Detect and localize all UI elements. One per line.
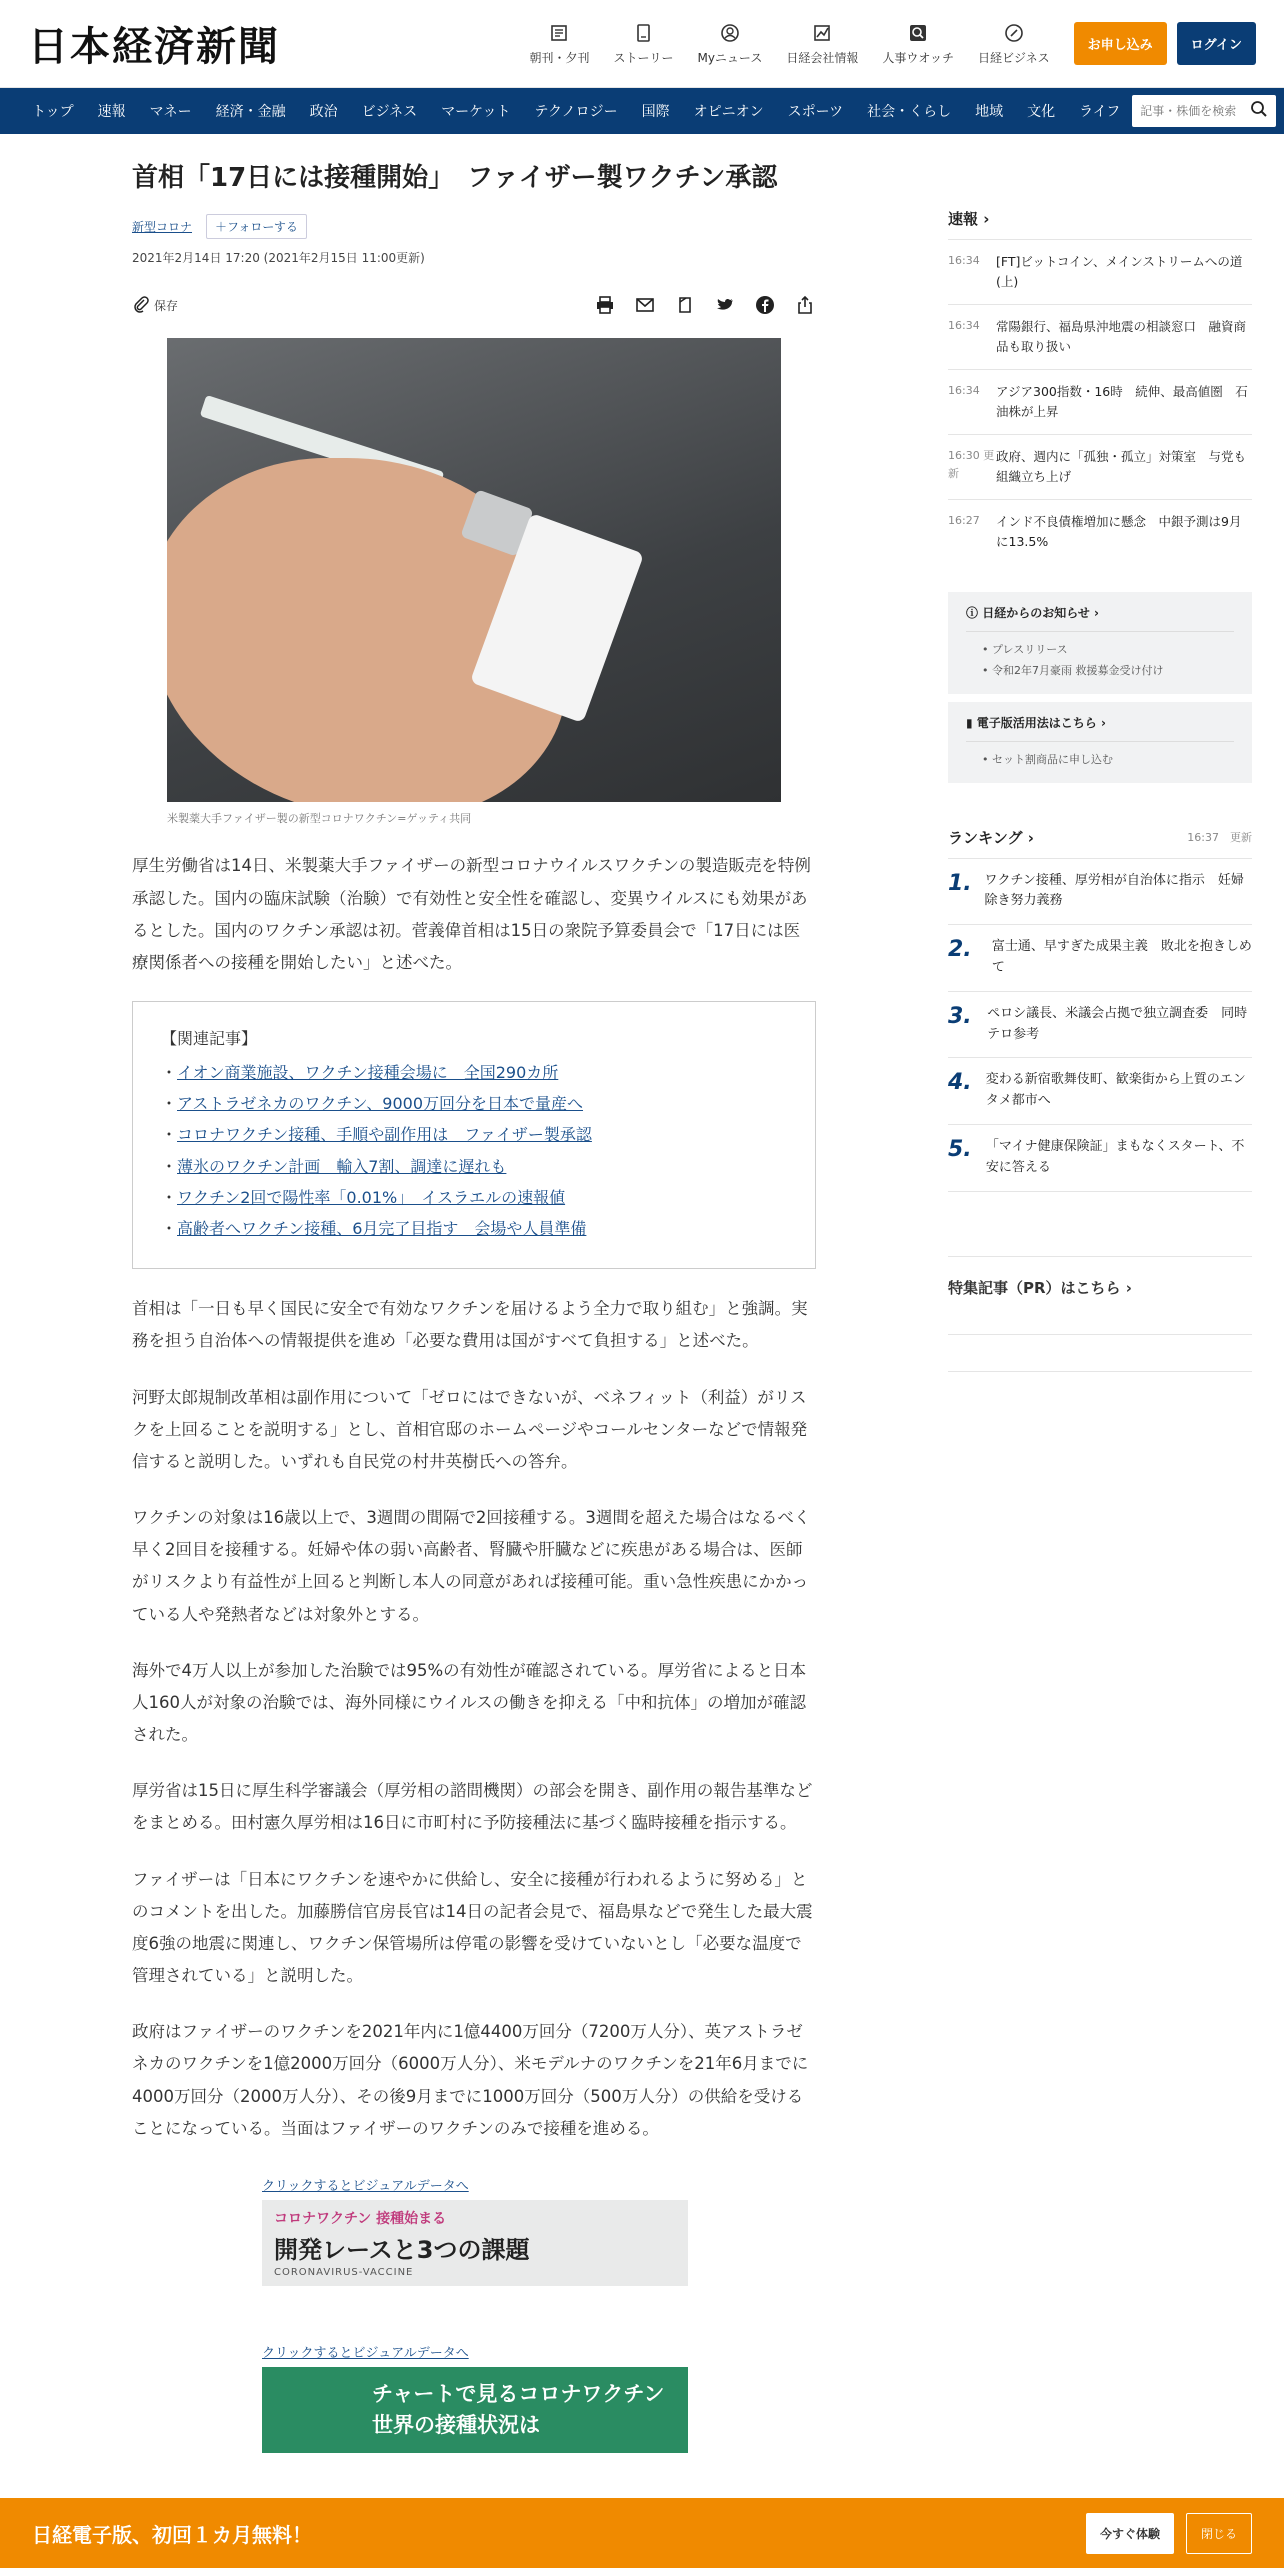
- ranking-item[interactable]: [948, 925, 1252, 992]
- rank-title: 富士通、早すぎた成果主義 敗北を抱きしめて: [991, 939, 1252, 976]
- article-photo: [167, 338, 781, 802]
- pr-title: 特集記事（PR）はこちら: [948, 1278, 1121, 1297]
- notice-item[interactable]: • プレスリリース: [966, 640, 1234, 661]
- document-icon: [631, 21, 655, 45]
- breaking-item[interactable]: [948, 370, 1252, 435]
- breaking-item[interactable]: [948, 500, 1252, 564]
- plus-icon: ＋: [215, 220, 228, 235]
- banner-title: 開発レースと3つの課題: [274, 2235, 530, 2264]
- notice-title: 日経からのお知らせ: [982, 606, 1090, 620]
- nav-item-economy[interactable]: 経済・金融: [215, 104, 286, 120]
- news-time: 16:34: [948, 319, 980, 332]
- rank-title: ワクチン接種、厚労相が自治体に指示 妊婦除き努力義務: [984, 872, 1244, 909]
- ranking-heading[interactable]: ランキング ›: [948, 828, 1034, 847]
- subscription-message: 日経電子版、初回１カ月無料！: [32, 2522, 312, 2547]
- guide-box: [948, 702, 1252, 783]
- sidebar: [948, 208, 1252, 1372]
- header-link-label: 日経ビジネス: [977, 51, 1050, 65]
- guide-list: [966, 750, 1234, 771]
- banner-subtitle: コロナワクチン 接種始まる: [274, 2210, 447, 2227]
- article-actions: [132, 294, 816, 316]
- header-link-label: Myニュース: [697, 51, 763, 65]
- breaking-title: 速報: [948, 210, 979, 228]
- nav-item-life[interactable]: ライフ: [1079, 104, 1121, 120]
- ranking-item[interactable]: [948, 859, 1252, 926]
- divider: [948, 1371, 1252, 1372]
- divider: [948, 1334, 1252, 1335]
- ranking-item[interactable]: [948, 992, 1252, 1059]
- try-now-button[interactable]: 今すぐ体験: [1086, 2513, 1174, 2554]
- news-title: インド不良債権増加に懸念 中銀予測は9月に13.5%: [996, 514, 1242, 549]
- article-paragraph: ファイザーは「日本にワクチンを速やかに供給し、安全に接種が行われるように努める」とのコメントを出した。加藤勝信官房長官は14日の記者会見で、福島県などで発生した最大震度6強の地震に関連し、ワクチン保管場所は停電の影響を受けていないとし「必要な温度で管理されている」と説明した。: [132, 1869, 813, 1986]
- article-timestamp: 2021年2月14日 17:20 (2021年2月15日 11:00更新): [132, 251, 425, 266]
- rank-number: 1.: [948, 870, 972, 896]
- notice-heading[interactable]: ⓘ 日経からのお知らせ ›: [966, 604, 1234, 632]
- subscription-bar: [0, 2498, 1284, 2568]
- article-paragraph: 首相は「一日も早く国民に安全で有効なワクチンを届けるよう全力で取り組む」と強調。実務を担う自治体への情報提供を進め「必要な費用は国がすべて負担する」と述べた。: [132, 1299, 808, 1351]
- rank-number: 4.: [948, 1070, 972, 1096]
- article-paragraph: ワクチンの対象は16歳以上で、3週間の間隔で2回接種する。3週間を超えた場合はなるべく早く2回目を接種する。妊婦や体の弱い高齢者、腎臓や肝臓などに疾患がある場合は、医師がリスクより有益性が上回ると判断し本人の同意があれば接種可能。重い急性疾患にかかっている人や発熱者などは対象外とする。: [132, 1508, 811, 1624]
- ranking-item[interactable]: [948, 1125, 1252, 1192]
- related-item: [161, 1088, 787, 1119]
- promo-link[interactable]: クリックするとビジュアルデータへ: [262, 2345, 469, 2361]
- banner-line1: チャートで見るコロナワクチン: [372, 2381, 665, 2406]
- promo-banner[interactable]: [262, 2367, 688, 2453]
- header-links: [529, 21, 1049, 66]
- login-button[interactable]: ログイン: [1177, 22, 1256, 65]
- promo-visual-2: [262, 2342, 816, 2453]
- notice-item[interactable]: • 令和2年7月豪雨 救援募金受け付け: [966, 661, 1234, 682]
- breaking-item[interactable]: [948, 305, 1252, 370]
- nav-item-society[interactable]: 社会・くらし: [867, 104, 952, 120]
- notice-box: [948, 592, 1252, 694]
- nav-item-breaking[interactable]: 速報: [97, 104, 126, 120]
- site-header: [0, 0, 1284, 88]
- news-title: 常陽銀行、福島県沖地震の相談窓口 融資商品も取り扱い: [996, 319, 1247, 354]
- chart-icon: [810, 21, 834, 45]
- header-link-mynews[interactable]: [697, 21, 762, 66]
- nav-item-culture[interactable]: 文化: [1027, 104, 1056, 120]
- guide-item[interactable]: • セット割商品に申し込む: [966, 750, 1234, 771]
- related-link[interactable]: 薄氷のワクチン計画 輸入7割、調達に遅れも: [177, 1156, 507, 1176]
- close-button[interactable]: 閉じる: [1186, 2513, 1252, 2554]
- nav-item-sports[interactable]: スポーツ: [787, 104, 844, 120]
- article-lead: 厚生労働省は14日、米製薬大手ファイザーの新型コロナウイルスワクチンの製造販売を特例承認した。国内の臨床試験（治験）で有効性と安全性を確認し、変異ウイルスにも効果があるとした。国内のワクチン承認は初。菅義偉首相は15日の衆院予算委員会で「17日には医療関係者への接種を開始したい」と述べた。: [132, 856, 811, 972]
- nav-item-top[interactable]: トップ: [32, 104, 74, 120]
- notice-list: [966, 640, 1234, 682]
- nav-item-politics[interactable]: 政治: [309, 104, 338, 120]
- related-articles: [132, 1001, 816, 1269]
- nav-item-opinion[interactable]: オピニオン: [693, 104, 764, 120]
- header-link-label: ストーリー: [613, 51, 674, 65]
- article-paragraph: 海外で4万人以上が参加した治験では95%の有効性が確認されている。厚労省によると日本人160人が対象の治験では、海外同様にウイルスの働きを抑える「中和抗体」の増加が確認された。: [132, 1660, 807, 1745]
- header-link-label: 人事ウオッチ: [882, 51, 954, 65]
- rank-number: 2.: [948, 937, 972, 963]
- banner-footer: CORONAVIRUS-VACCINE: [274, 2266, 414, 2278]
- related-item: [161, 1213, 787, 1244]
- mail-icon[interactable]: [634, 294, 656, 316]
- article-paragraph: 河野太郎規制改革相は副作用について「ゼロにはできないが、ベネフィット（利益）がリスクを上回ることを説明する」とし、首相官邸のホームページやコールセンターなどで情報発信すると説明した。いずれも自民党の村井英樹氏への答弁。: [132, 1387, 808, 1471]
- breaking-heading[interactable]: [948, 208, 1252, 240]
- header-link-jinji[interactable]: [882, 21, 954, 66]
- rank-number: 3.: [948, 1003, 972, 1029]
- news-title: [FT]ビットコイン、メインストリームへの道(上): [996, 254, 1243, 289]
- search-box: [1132, 95, 1276, 127]
- breaking-item[interactable]: [948, 435, 1252, 500]
- rank-title: ペロシ議長、米議会占拠で独立調査委 同時テロ参考: [987, 1005, 1248, 1042]
- book-icon: ▮: [966, 715, 973, 730]
- guide-heading[interactable]: ▮ 電子版活用法はこちら ›: [966, 714, 1234, 742]
- news-title: アジア300指数・16時 続伸、最高値圏 石油株が上昇: [996, 384, 1248, 419]
- site-logo[interactable]: 日本経済新聞: [28, 23, 280, 70]
- follow-label: フォローする: [227, 220, 298, 235]
- ranking-item[interactable]: [948, 1058, 1252, 1125]
- rank-title: 変わる新宿歌舞伎町、歓楽街から上質のエンタメ都市へ: [985, 1072, 1246, 1109]
- nav-item-market[interactable]: マーケット: [441, 104, 511, 120]
- article-paragraph: 政府はファイザーのワクチンを2021年内に1億4400万回分（7200万人分）、英アストラゼネカのワクチンを1億2000万回分（6000万人分）、米モデルナのワクチンを21年6月までに4000万回分（2000万人分）、その後9月までに1000万回分（500万人分）の供給を受けることになっている。当面はファイザーのワクチンのみで接種を進める。: [132, 2022, 809, 2138]
- header-link-label: 朝刊・夕刊: [529, 51, 590, 65]
- topic-link[interactable]: 新型コロナ: [132, 220, 193, 235]
- nav-item-technology[interactable]: テクノロジー: [534, 104, 618, 120]
- nav-item-business[interactable]: ビジネス: [361, 104, 418, 120]
- header-link-paper[interactable]: [529, 21, 589, 66]
- ranking-list: [948, 858, 1252, 1192]
- banner-line2: 世界の接種状況は: [372, 2413, 540, 2438]
- related-link[interactable]: コロナワクチン接種、手順や副作用は ファイザー製承認: [177, 1125, 592, 1145]
- news-time: 16:34: [948, 384, 980, 397]
- pr-heading[interactable]: 特集記事（PR）はこちら ›: [948, 1256, 1252, 1298]
- search-input[interactable]: [1140, 104, 1250, 118]
- promo-banner[interactable]: [262, 2200, 688, 2286]
- article-meta: [132, 214, 816, 239]
- clip-icon[interactable]: [674, 294, 696, 316]
- main-nav: [0, 88, 1284, 134]
- info-icon: ⓘ: [966, 606, 979, 620]
- header-link-business[interactable]: [978, 21, 1050, 66]
- breaking-item[interactable]: [948, 240, 1252, 305]
- newspaper-icon: [547, 21, 571, 45]
- header-link-story[interactable]: [613, 21, 673, 66]
- header-link-company[interactable]: [786, 21, 858, 66]
- related-link[interactable]: アストラゼネカのワクチン、9000万回分を日本で量産へ: [177, 1094, 584, 1114]
- share-icons: [594, 294, 816, 316]
- compass-icon: [1002, 21, 1026, 45]
- facebook-icon[interactable]: [754, 294, 776, 316]
- rank-title: 「マイナ健康保険証」まもなくスタート、不安に答える: [985, 1139, 1245, 1175]
- article: [132, 160, 816, 2453]
- paperclip-icon: [132, 295, 150, 316]
- related-item: [161, 1119, 787, 1150]
- nav-item-money[interactable]: マネー: [149, 104, 192, 120]
- follow-button[interactable]: [206, 214, 307, 239]
- print-icon[interactable]: [594, 294, 616, 316]
- article-paragraph: 厚労省は15日に厚生科学審議会（厚労相の諮問機関）の部会を開き、副作用の報告基準などをまとめる。田村憲久厚労相は16日に市町村に予防接種法に基づく臨時接種を指示する。: [132, 1781, 813, 1833]
- rank-number: 5.: [948, 1137, 972, 1163]
- ranking-title: ランキング: [948, 828, 1023, 847]
- chevron-right-icon: ›: [983, 210, 990, 228]
- ranking-header: [948, 827, 1252, 848]
- ranking-updated: 16:37 更新: [1187, 831, 1252, 845]
- save-button[interactable]: [132, 295, 178, 316]
- header-link-label: 日経会社情報: [786, 51, 859, 65]
- apply-button[interactable]: お申し込み: [1074, 22, 1167, 65]
- search-icon[interactable]: [1250, 100, 1268, 122]
- news-time: 16:30 更新: [948, 449, 995, 480]
- nav-item-international[interactable]: 国際: [641, 104, 670, 120]
- twitter-icon[interactable]: [714, 294, 736, 316]
- related-link[interactable]: 高齢者へワクチン接種、6月完了目指す 会場や人員準備: [177, 1219, 587, 1239]
- nav-item-region[interactable]: 地域: [975, 104, 1004, 120]
- related-link[interactable]: イオン商業施設、ワクチン接種会場に 全国290カ所: [177, 1063, 559, 1083]
- related-link[interactable]: ワクチン2回で陽性率「0.01%」 イスラエルの速報値: [177, 1187, 566, 1207]
- person-icon: [718, 21, 742, 45]
- related-list: [161, 1057, 787, 1244]
- news-title: 政府、週内に「孤独・孤立」対策室 与党も組織立ち上げ: [996, 449, 1247, 484]
- promo-link[interactable]: クリックするとビジュアルデータへ: [262, 2178, 469, 2194]
- news-time: 16:34: [948, 254, 980, 267]
- magnifier-icon: [906, 21, 930, 45]
- related-item: [161, 1057, 787, 1088]
- news-time: 16:27: [948, 514, 980, 527]
- related-title: 【関連記事】: [161, 1029, 258, 1049]
- related-item: [161, 1151, 787, 1182]
- article-title: 首相「17日には接種開始」 ファイザー製ワクチン承認: [132, 163, 778, 193]
- guide-title: 電子版活用法はこちら: [976, 715, 1097, 730]
- save-label: 保存: [154, 298, 179, 313]
- promo-visual-1: [262, 2175, 816, 2286]
- related-item: [161, 1182, 787, 1213]
- photo-caption: 米製薬大手ファイザー製の新型コロナワクチン=ゲッティ共同: [167, 812, 472, 826]
- share-icon[interactable]: [794, 294, 816, 316]
